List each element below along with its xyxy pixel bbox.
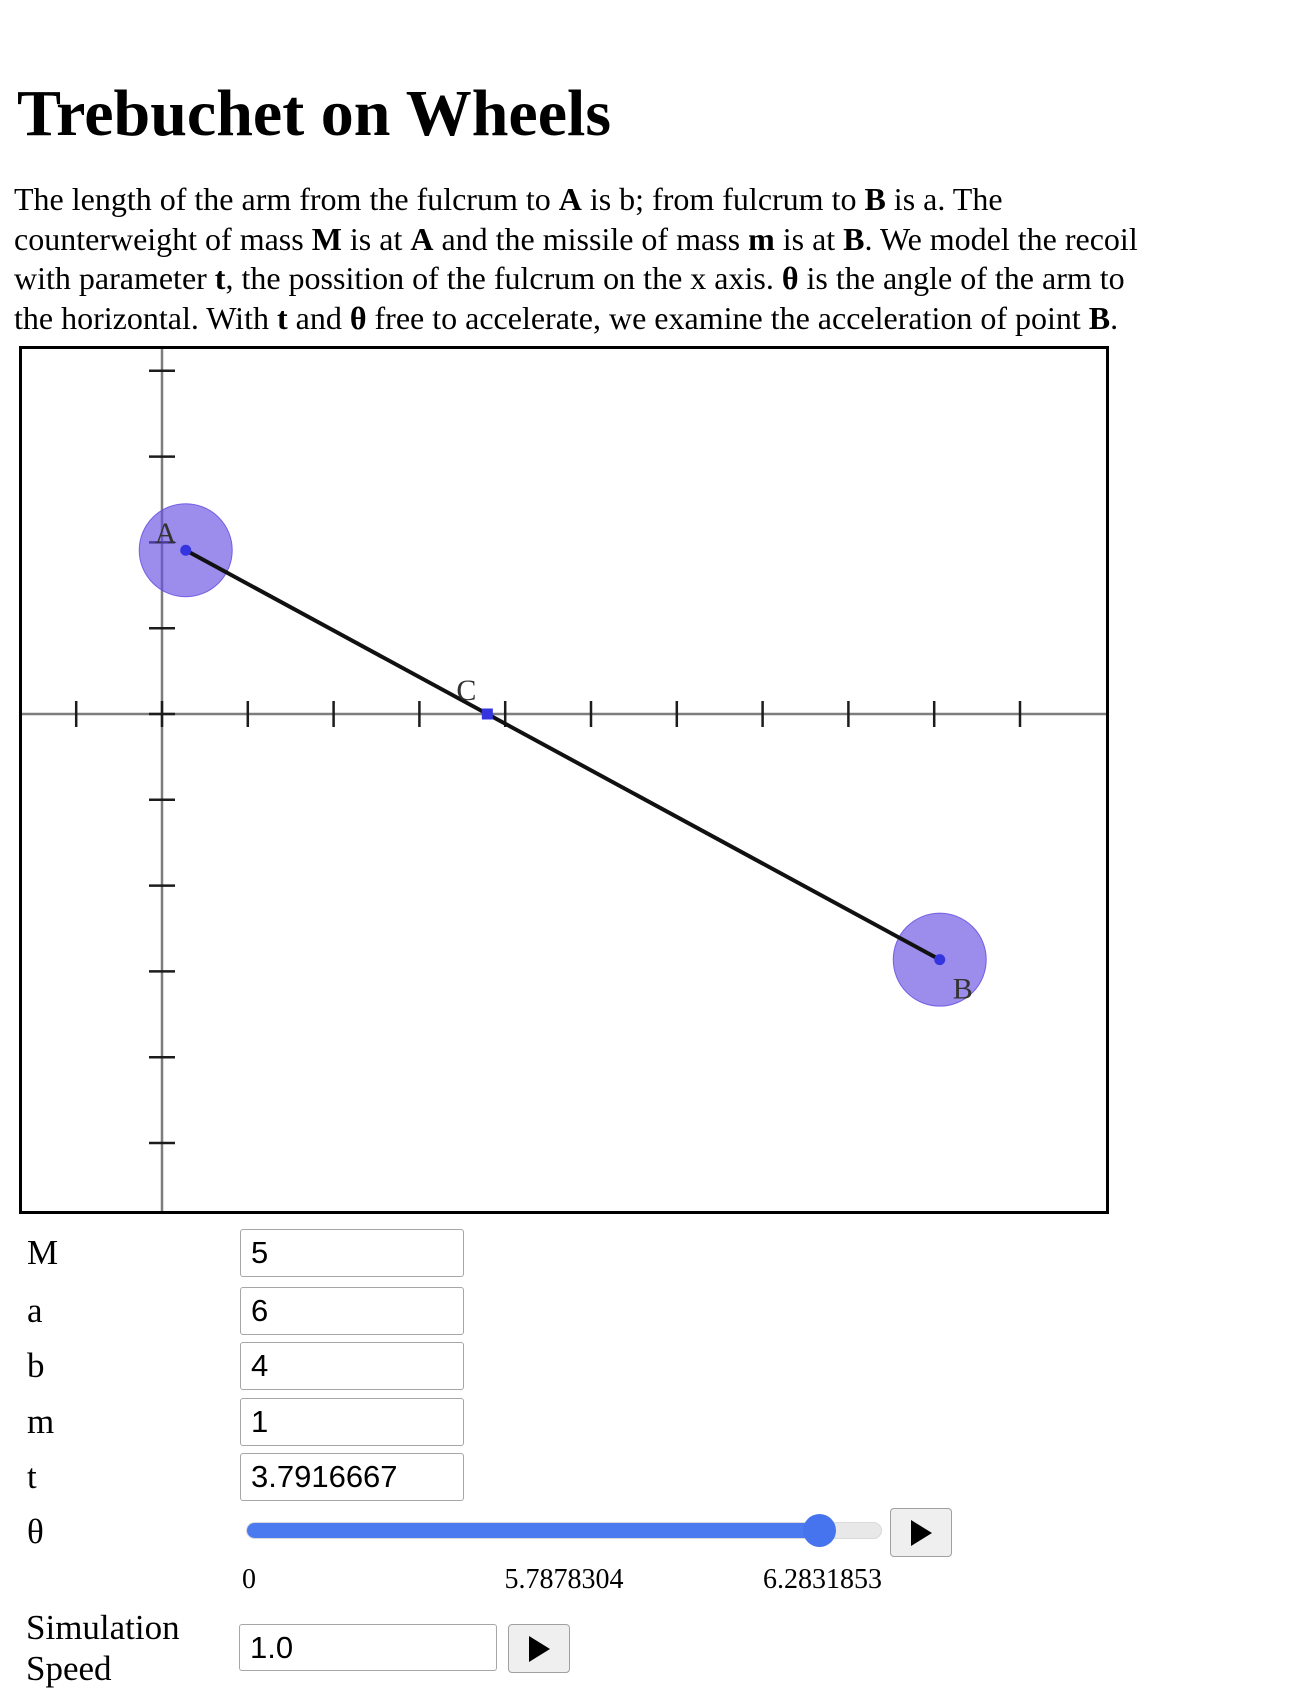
param-input-b[interactable] <box>240 1342 464 1390</box>
geometry-board[interactable] <box>19 346 1109 1214</box>
simulation-speed-label <box>26 1607 180 1689</box>
param-label-b: b <box>27 1346 45 1385</box>
theta-max-label: 6.2831853 <box>763 1564 882 1595</box>
point-label-B: B <box>952 972 973 1006</box>
param-label-m: m <box>27 1402 55 1441</box>
description-line: counterweight of mass M is at A and the missile of mass m is at B. We model the recoil <box>14 220 1138 257</box>
param-label-M: M <box>27 1233 59 1272</box>
theta-slider[interactable] <box>246 1522 882 1539</box>
point-label-A: A <box>154 517 177 551</box>
param-label-theta: θ <box>27 1512 44 1551</box>
param-input-a[interactable] <box>240 1287 464 1335</box>
theta-value-label: 5.7878304 <box>504 1564 624 1595</box>
description-line: with parameter t, the possition of the fulcrum on the x axis. θ is the angle of the arm to <box>14 260 1125 296</box>
point-label-C: C <box>456 674 477 707</box>
page-title: Trebuchet on Wheels <box>17 77 612 151</box>
theta-slider-thumb[interactable] <box>803 1514 836 1547</box>
arm-segment <box>186 550 940 959</box>
param-input-m[interactable] <box>240 1398 464 1446</box>
play-icon <box>911 1520 932 1546</box>
theta-min-label: 0 <box>242 1564 256 1595</box>
simulation-speed-input[interactable] <box>239 1624 497 1671</box>
param-label-t: t <box>27 1457 37 1496</box>
point-C[interactable] <box>482 709 493 720</box>
theta-slider-fill <box>247 1523 819 1538</box>
point-B[interactable] <box>934 954 945 965</box>
simulation-speed-label-line2: Speed <box>26 1649 112 1688</box>
description-paragraph <box>14 180 1286 338</box>
point-A[interactable] <box>180 545 191 556</box>
play-icon <box>529 1636 550 1662</box>
param-input-t[interactable] <box>240 1453 464 1501</box>
param-label-a: a <box>27 1291 43 1330</box>
speed-play-button[interactable] <box>508 1624 570 1673</box>
description-line: The length of the arm from the fulcrum to A is b; from fulcrum to B is a. The <box>14 181 1003 217</box>
description-line: the horizontal. With t and θ free to accelerate, we examine the acceleration of point B. <box>14 299 1119 336</box>
theta-play-button[interactable] <box>890 1508 952 1557</box>
simulation-speed-label-line1: Simulation <box>26 1608 180 1647</box>
param-input-M[interactable] <box>240 1229 464 1277</box>
